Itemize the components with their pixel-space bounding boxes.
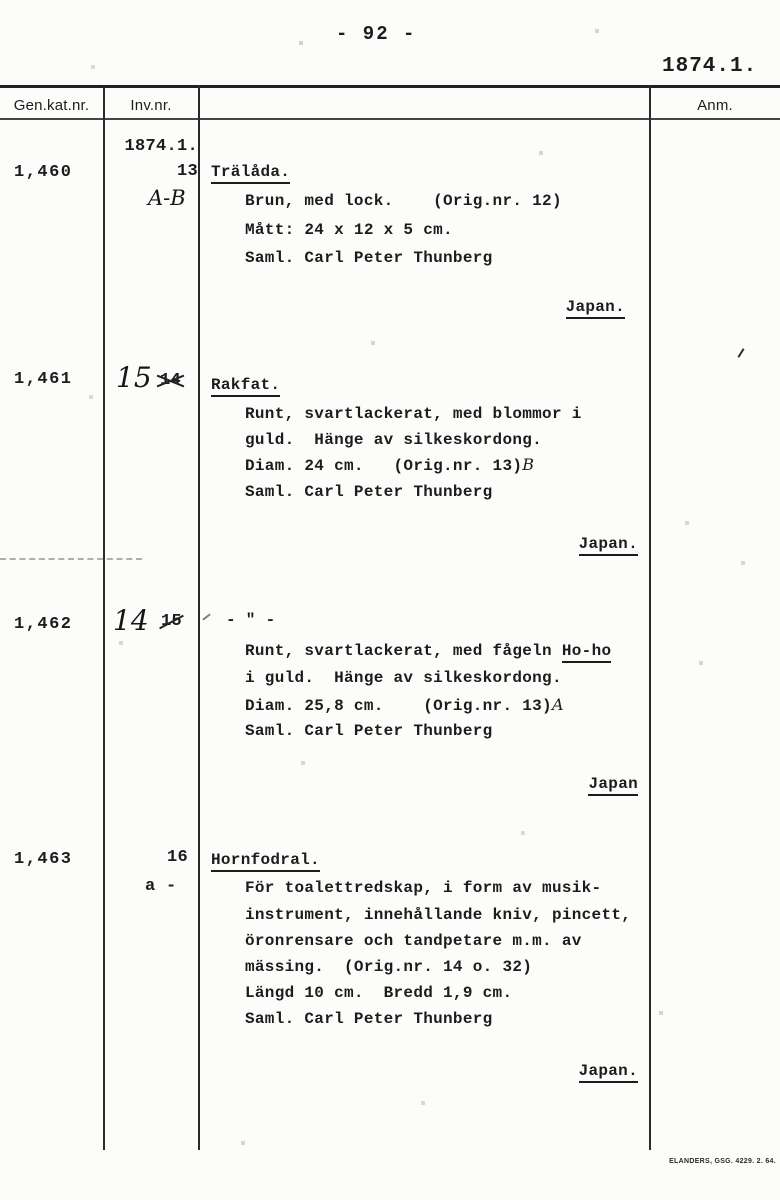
- row-separator-dashed-rule: [0, 558, 142, 560]
- description-line: guld. Hänge av silkeskordong.: [245, 431, 543, 449]
- printer-imprint: ELANDERS, GSG. 4229. 2. 64.: [669, 1158, 776, 1165]
- description-line-text: Runt, svartlackerat, med fågeln: [245, 642, 562, 660]
- description-line: i guld. Hänge av silkeskordong.: [245, 669, 562, 687]
- entry-title-ditto: - " -: [226, 611, 276, 629]
- header-gen-kat-nr: Gen.kat.nr.: [13, 97, 90, 114]
- inventory-sub-number: a -: [145, 877, 177, 896]
- origin-label: [420, 535, 638, 556]
- pen-mark-slash: [738, 348, 745, 358]
- origin-text: Japan.: [579, 535, 638, 556]
- handwritten-letter: A: [551, 695, 564, 714]
- description-line: Saml. Carl Peter Thunberg: [245, 1010, 493, 1028]
- pen-mark-tick: [202, 613, 210, 620]
- description-line-text: Diam. 25,8 cm. (Orig.nr. 13): [245, 697, 552, 715]
- column-rule-3: [649, 85, 651, 1150]
- origin-text: Japan: [588, 775, 638, 796]
- description-line: [245, 456, 534, 475]
- column-rule-1: [103, 85, 105, 1150]
- description-line-text: Diam. 24 cm. (Orig.nr. 13): [245, 457, 523, 475]
- inventory-year: 1874.1.: [124, 137, 198, 156]
- origin-text: Japan.: [579, 1062, 638, 1083]
- entry-title: [211, 163, 290, 181]
- description-line: mässing. (Orig.nr. 14 o. 32): [245, 958, 533, 976]
- gen-kat-number: 1,460: [14, 163, 73, 182]
- description-line: Brun, med lock. (Orig.nr. 12): [245, 192, 562, 210]
- underlined-word: Ho-ho: [562, 642, 612, 663]
- inventory-number: 16: [166, 848, 188, 867]
- entry-title-text: Hornfodral.: [211, 851, 320, 872]
- header-inv-nr: Inv.nr.: [130, 97, 172, 114]
- header-anm: Anm.: [697, 97, 733, 114]
- description-line: öronrensare och tandpetare m.m. av: [245, 932, 582, 950]
- origin-text: Japan.: [566, 298, 625, 319]
- description-line: Längd 10 cm. Bredd 1,9 cm.: [245, 984, 513, 1002]
- description-line: Runt, svartlackerat, med blommor i: [245, 405, 582, 423]
- handwritten-letter: B: [522, 455, 535, 474]
- entry-title: [211, 376, 280, 394]
- year-reference: 1874.1.: [662, 55, 758, 78]
- description-line: [245, 642, 611, 660]
- header-bottom-rule: [0, 118, 780, 120]
- description-line: Saml. Carl Peter Thunberg: [245, 722, 493, 740]
- handwritten-suffix: A-B: [148, 186, 186, 210]
- struck-number-text: 14: [160, 371, 182, 390]
- struck-inventory-number: [160, 371, 181, 391]
- description-line: Saml. Carl Peter Thunberg: [245, 249, 493, 267]
- inventory-number: 13: [176, 162, 198, 181]
- scan-noise: [0, 0, 2, 2]
- handwritten-inventory-number: 14: [113, 604, 149, 637]
- description-line: Saml. Carl Peter Thunberg: [245, 483, 493, 501]
- page-number: - 92 -: [336, 23, 417, 45]
- column-rule-2: [198, 85, 200, 1150]
- entry-title-text: Rakfat.: [211, 376, 280, 397]
- origin-label: [420, 775, 638, 796]
- description-line: [245, 696, 564, 715]
- entry-title: [211, 851, 320, 869]
- origin-label: [420, 298, 625, 319]
- description-line: För toalettredskap, i form av musik-: [245, 879, 602, 897]
- gen-kat-number: 1,462: [14, 615, 73, 634]
- origin-label: [420, 1062, 638, 1083]
- handwritten-inventory-number: 15: [116, 361, 152, 394]
- entry-title-text: Trälåda.: [211, 163, 290, 184]
- gen-kat-number: 1,463: [14, 850, 73, 869]
- struck-number-text: 15: [161, 612, 183, 631]
- struck-inventory-number: [161, 612, 182, 632]
- description-line: Mått: 24 x 12 x 5 cm.: [245, 221, 453, 239]
- gen-kat-number: 1,461: [14, 370, 73, 389]
- table-top-rule: [0, 85, 780, 88]
- description-line: instrument, innehållande kniv, pincett,: [245, 906, 632, 924]
